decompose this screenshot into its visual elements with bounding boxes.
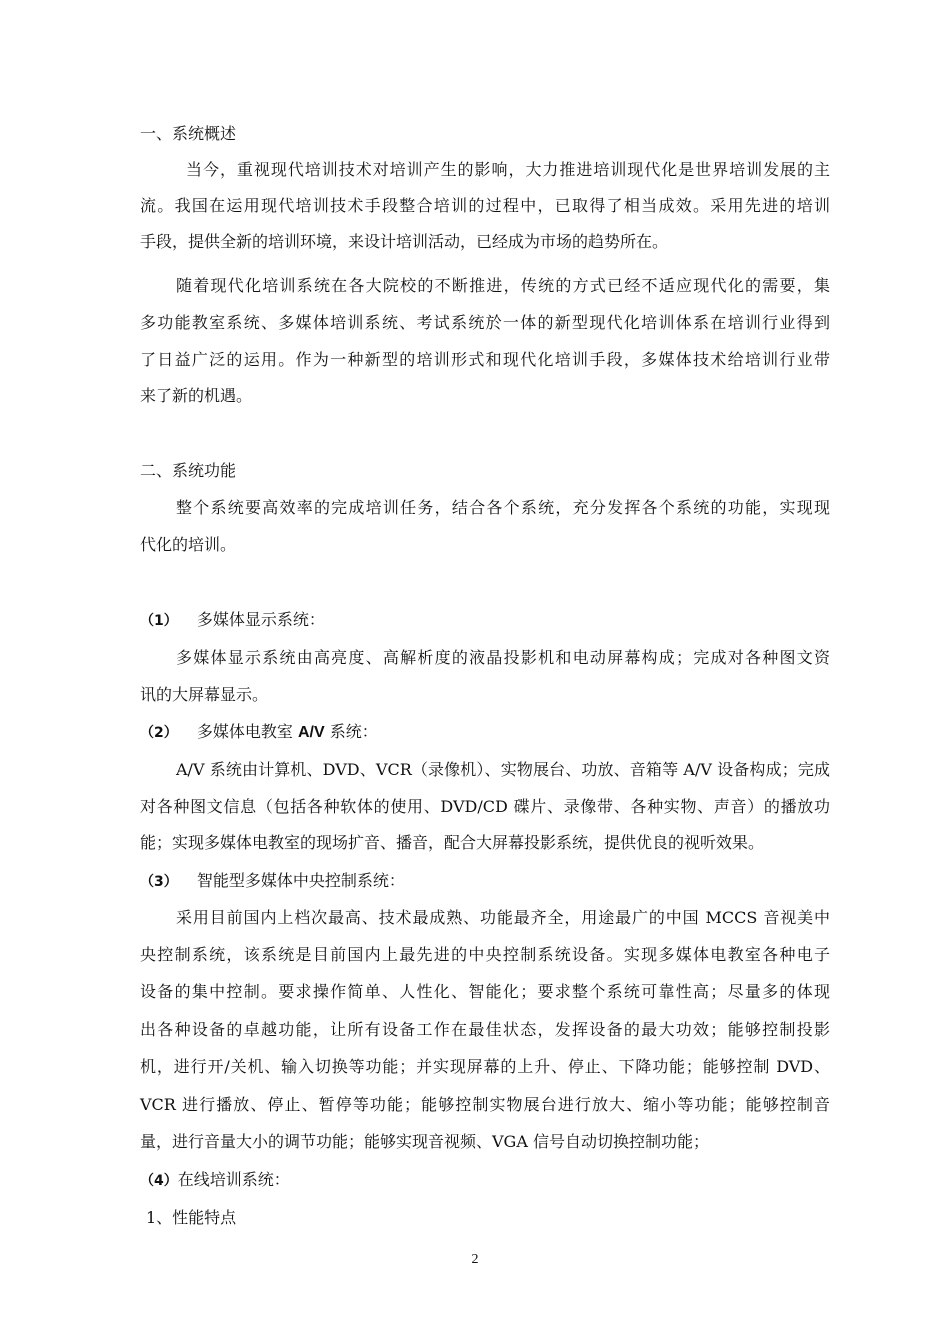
item-title-prefix: 多媒体电教室 xyxy=(196,722,298,741)
item-title: 多媒体显示系统： xyxy=(196,610,325,629)
paragraph-line: 了日益广泛的运用。作为一种新型的培训形式和现代化培训手段，多媒体技术给培训行业带 xyxy=(140,350,830,369)
item-number: （2） xyxy=(140,725,178,741)
paragraph-line: 对各种图文信息（包括各种软体的使用、DVD/CD 碟片、录像带、各种实物、声音）的播放功 xyxy=(140,797,830,816)
subheading: 1、性能特点 xyxy=(146,1208,237,1227)
paragraph-line: 流。我国在运用现代培训技术手段整合培训的过程中，已取得了相当成效。采用先进的培训 xyxy=(140,196,830,215)
paragraph-line: 代化的培训。 xyxy=(140,535,237,554)
paragraph-line: 量，进行音量大小的调节功能；能够实现音视频、VGA 信号自动切换控制功能； xyxy=(140,1132,709,1151)
section-1-heading: 一、系统概述 xyxy=(140,124,237,143)
paragraph-line: 央控制系统，该系统是目前国内上最先进的中央控制系统设备。实现多媒体电教室各种电子 xyxy=(140,945,830,964)
paragraph-line: 出各种设备的卓越功能，让所有设备工作在最佳状态，发挥设备的最大功效；能够控制投影 xyxy=(140,1020,830,1039)
paragraph-line: 多媒体显示系统由高亮度、高解析度的液晶投影机和电动屏幕构成；完成对各种图文资 xyxy=(176,648,830,667)
item-number: （1） xyxy=(140,613,178,629)
item-4-heading xyxy=(140,1170,830,1191)
paragraph-line: 讯的大屏幕显示。 xyxy=(140,685,269,704)
paragraph-line: 设备的集中控制。要求操作简单、人性化、智能化；要求整个系统可靠性高；尽量多的体现 xyxy=(140,982,830,1001)
item-number: （4） xyxy=(140,1173,178,1189)
paragraph-line: 机，进行开/关机、输入切换等功能；并实现屏幕的上升、停止、下降功能；能够控制 DVD、 xyxy=(140,1057,830,1076)
paragraph-line: VCR 进行播放、停止、暂停等功能；能够控制实物展台进行放大、缩小等功能；能够控制音 xyxy=(140,1095,830,1114)
paragraph-line: 手段，提供全新的培训环境，来设计培训活动，已经成为市场的趋势所在。 xyxy=(140,232,669,251)
paragraph-line: 采用目前国内上档次最高、技术最成熟、功能最齐全，用途最广的中国 MCCS 音视美中 xyxy=(176,908,830,927)
paragraph-line: 来了新的机遇。 xyxy=(140,386,253,405)
paragraph-line: 随着现代化培训系统在各大院校的不断推进，传统的方式已经不适应现代化的需要，集 xyxy=(176,276,830,295)
item-title: 在线培训系统： xyxy=(177,1170,290,1189)
section-2-heading: 二、系统功能 xyxy=(140,461,237,480)
item-title: 智能型多媒体中央控制系统： xyxy=(196,871,405,890)
item-number: （3） xyxy=(140,874,178,890)
paragraph-line: 能；实现多媒体电教室的现场扩音、播音，配合大屏幕投影系统，提供优良的视听效果。 xyxy=(140,833,765,852)
item-title-bold: A/V xyxy=(297,724,325,741)
paragraph-line: A/V 系统由计算机、DVD、VCR（录像机）、实物展台、功放、音箱等 A/V 设备构成；完成 xyxy=(176,760,830,779)
item-2-heading xyxy=(140,722,830,743)
item-1-heading xyxy=(140,610,830,631)
item-3-heading xyxy=(140,871,830,892)
paragraph-line: 整个系统要高效率的完成培训任务，结合各个系统，充分发挥各个系统的功能，实现现 xyxy=(176,498,830,517)
item-title-suffix: 系统： xyxy=(324,722,378,741)
paragraph-line: 多功能教室系统、多媒体培训系统、考试系统於一体的新型现代化培训体系在培训行业得到 xyxy=(140,313,830,332)
page-number: 2 xyxy=(471,1252,479,1267)
paragraph-line: 当今，重视现代培训技术对培训产生的影响，大力推进培训现代化是世界培训发展的主 xyxy=(186,160,830,179)
